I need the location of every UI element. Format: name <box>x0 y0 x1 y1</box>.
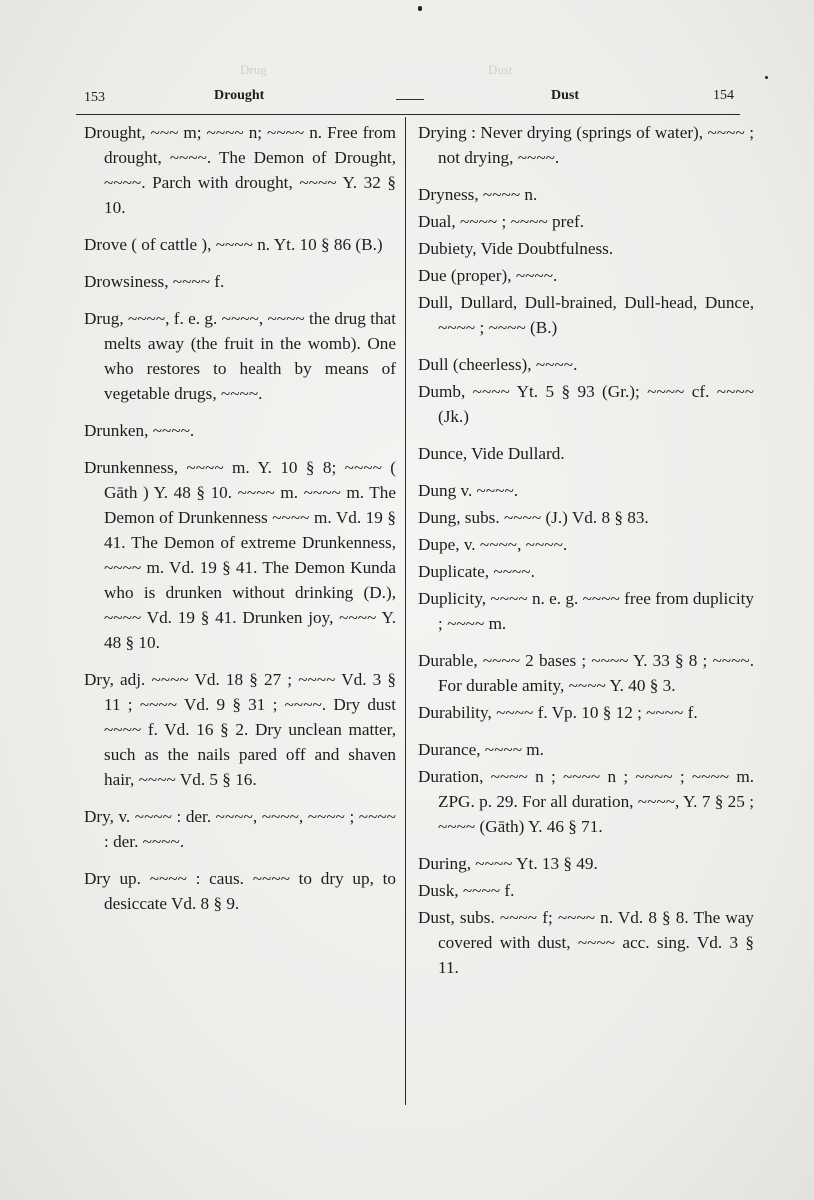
entry-duration: Duration, ~~~~ n ; ~~~~ n ; ~~~~ ; ~~~~ m. ZPG. p. 29. For all duration, ~~~~, Y. 7 § 25 ; ~~~~ (Gāth) Y. 46 § 71. <box>418 767 754 836</box>
entry-durability: Durability, ~~~~ f. Vp. 10 § 12 ; ~~~~ f. <box>418 703 698 722</box>
entry-dubiety: Dubiety, Vide Doubtfulness. <box>418 239 614 258</box>
entry-drug: Drug, ~~~~, f. e. g. ~~~~, ~~~~ the drug that melts away (the fruit in the womb). One who restores to health by means of vegetable drugs, ~~~~. <box>84 309 396 403</box>
entry-dry-verb: Dry, v. ~~~~ : der. ~~~~, ~~~~, ~~~~ ; ~~~~ : der. ~~~~. <box>84 807 396 851</box>
left-page-number: 153 <box>84 90 105 105</box>
column-divider <box>405 117 406 1105</box>
entry-dusk: Dusk, ~~~~ f. <box>418 881 515 900</box>
show-through-text-left: Drug <box>240 62 267 77</box>
entry-dust: Dust, subs. ~~~~ f; ~~~~ n. Vd. 8 § 8. The way covered with dust, ~~~~ acc. sing. Vd. 3 § 11. <box>418 908 754 977</box>
entry-dual: Dual, ~~~~ ; ~~~~ pref. <box>418 212 585 231</box>
entry-dung-verb: Dung v. ~~~~. <box>418 481 519 500</box>
entry-drowsiness: Drowsiness, ~~~~ f. <box>84 272 225 291</box>
entry-dry-up: Dry up. ~~~~ : caus. ~~~~ to dry up, to desiccate Vd. 8 § 9. <box>84 869 396 913</box>
entry-dryness: Dryness, ~~~~ n. <box>418 185 538 204</box>
right-column <box>418 120 754 992</box>
entry-dupe: Dupe, v. ~~~~, ~~~~. <box>418 535 568 554</box>
right-page-number: 154 <box>713 88 734 103</box>
ink-speck <box>765 76 768 79</box>
entry-drying: Drying : Never drying (springs of water), ~~~~ ; not drying, ~~~~. <box>418 123 754 167</box>
entry-dry-adj: Dry, adj. ~~~~ Vd. 18 § 27 ; ~~~~ Vd. 3 § 11 ; ~~~~ Vd. 9 § 31 ; ~~~~. Dry dust ~~~~ f. Vd. 16 § 2. Dry unclean matter, such as the nails pared off and shaven hair, ~~~~ Vd. 5 § 16. <box>84 670 396 789</box>
entry-during: During, ~~~~ Yt. 13 § 49. <box>418 854 598 873</box>
entry-drove: Drove ( of cattle ), ~~~~ n. Yt. 10 § 86 (B.) <box>84 235 383 254</box>
entry-duplicate: Duplicate, ~~~~. <box>418 562 535 581</box>
entry-drunkenness: Drunkenness, ~~~~ m. Y. 10 § 8; ~~~~ ( Gāth ) Y. 48 § 10. ~~~~ m. ~~~~ m. The Demon of Drunkenness ~~~~ m. Vd. 19 § 41. The Demon of extreme Drunkenness, ~~~~ m. Vd. 19 § 41. The Demon Kunda who is drunken without drinking (D.), ~~~~ Vd. 19 § 41. Drunken joy, ~~~~ Y. 48 § 10. <box>84 458 396 652</box>
entry-durable: Durable, ~~~~ 2 bases ; ~~~~ Y. 33 § 8 ; ~~~~. For durable amity, ~~~~ Y. 40 § 3. <box>418 651 754 695</box>
entry-durance: Durance, ~~~~ m. <box>418 740 544 759</box>
entry-dull-cheerless: Dull (cheerless), ~~~~. <box>418 355 578 374</box>
show-through-text-right: Dust <box>488 62 513 77</box>
entry-dull: Dull, Dullard, Dull-brained, Dull-head, Dunce, ~~~~ ; ~~~~ (B.) <box>418 293 754 337</box>
entry-drought: Drought, ~~~ m; ~~~~ n; ~~~~ n. Free from drought, ~~~~. The Demon of Drought, ~~~~. Parch with drought, ~~~~ Y. 32 § 10. <box>84 123 396 217</box>
entry-due: Due (proper), ~~~~. <box>418 266 558 285</box>
header-dash <box>396 99 424 100</box>
right-guide-word: Dust <box>551 88 580 103</box>
entry-dumb: Dumb, ~~~~ Yt. 5 § 93 (Gr.); ~~~~ cf. ~~~~ (Jk.) <box>418 382 754 426</box>
entry-duplicity: Duplicity, ~~~~ n. e. g. ~~~~ free from duplicity ; ~~~~ m. <box>418 589 754 633</box>
left-guide-word: Drought <box>214 88 265 103</box>
entry-dunce: Dunce, Vide Dullard. <box>418 444 565 463</box>
left-column <box>84 120 396 928</box>
running-header <box>84 88 734 112</box>
ink-speck <box>418 6 422 11</box>
header-rule <box>76 114 740 115</box>
entry-drunken: Drunken, ~~~~. <box>84 421 195 440</box>
entry-dung-subs: Dung, subs. ~~~~ (J.) Vd. 8 § 83. <box>418 508 649 527</box>
